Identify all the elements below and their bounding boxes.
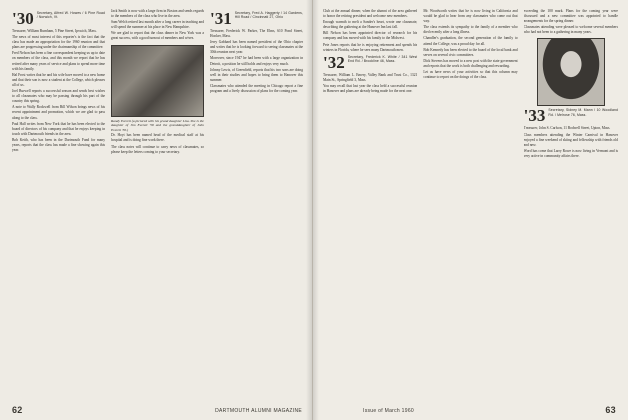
class-entry-33 xyxy=(523,106,618,126)
paragraph: Bob Keith, who has been in the Dartmouth Fund for many years, reports that the class has made a fine showing again this year. xyxy=(12,137,105,153)
page-number: 63 xyxy=(605,405,616,415)
paragraph: Treasurer, William L. Emery, Valley Bank and Trust Co., 1321 Main St., Springfield 3, Mass. xyxy=(323,72,418,82)
paragraph: Dick Stevens has moved to a new post with the state government and reports that the work is both challenging and rewarding. xyxy=(423,58,518,68)
paragraph: Treasurer, John S. Carlson, 11 Bodwell Street, Upton, Mass. xyxy=(523,126,611,131)
paragraph: The news of most interest of this reporter's is the fact that the class has made an appropriation for the 1960 reunion and that plans are progressing under the chairmanship of the committee. xyxy=(12,35,105,50)
portrait-photo xyxy=(537,38,605,106)
left-column-2 xyxy=(111,9,204,401)
footer-title: DARTMOUTH ALUMNI MAGAZINE xyxy=(215,408,302,414)
left-column-3 xyxy=(210,9,303,401)
paragraph: Bill Nelson has been appointed director of research for his company and has moved with his family to the Midwest. xyxy=(323,31,418,41)
paragraph: Moreover, since 1947 he had been with a large organization in Detroit, a position he still holds and enjoys very much. xyxy=(210,56,303,66)
paragraph: Jack Smith is now with a large firm in Boston and sends regards to the members of the class who live in the area. xyxy=(111,9,204,19)
paragraph: Chandler's graduation, the second generation of the family to attend the College, was a proud day for all. xyxy=(423,36,518,46)
paragraph: Treasurer, Frederick W. Parker, The Elms, 610 Pond Street, Hooker, Mass. xyxy=(210,29,303,39)
paragraph: Pete Jones reports that he is enjoying retirement and spends his winters in Florida, where he sees many Dartmouth men. xyxy=(323,42,418,52)
class-year: '32 xyxy=(323,52,345,72)
paragraph: Joel Burwell reports a successful season and sends best wishes to all classmates who may be passing through his part of the country this spring. xyxy=(12,89,105,104)
paragraph: Club at the annual dinner, when the alumni of the area gathered to honor the retiring president and welcome new members. xyxy=(323,9,418,19)
gutter-shadow xyxy=(306,0,312,420)
paragraph: The class extends its sympathy to the family of a member who died recently after a long illness. xyxy=(423,25,518,35)
paragraph: Mr. Woodworth writes that he is now living in California and would be glad to hear from any classmates who come out that way. xyxy=(423,9,518,24)
paragraph: A note to Wally Rockwell from Bill Wilson brings news of his recent appointment and promotion, which we are glad to pass along to the class. xyxy=(12,105,105,120)
paragraph: Class members attending the Winter Carnival in Hanover enjoyed a fine weekend of skiing and fellowship with friends old and new. xyxy=(523,132,618,147)
paragraph: Enough warmth to melt a Sander's heart, wrote one classmate, describing the gathering at the Hanover Inn last fall. xyxy=(323,20,418,30)
gutter-shadow xyxy=(313,0,319,420)
paragraph: Paul Hall writes from New York that he has been elected to the board of directors of his company and that he enjoys keeping in touch with Dartmouth friends in the area. xyxy=(12,121,105,136)
paragraph: Bob Kennedy has been elected to the board of the local bank and serves on several civic committees. xyxy=(423,47,518,57)
paragraph: Hal Frost writes that he and his wife have moved to a new home and that their son is now a student at the College, which pleases all of us. xyxy=(12,72,105,87)
paragraph: Word has come that Larry Rowe is now living in Vermont and is very active in community affairs there. xyxy=(523,148,618,158)
paragraph: Treasurer, William Burnham, 5 Pine Street, Ipswich, Mass. xyxy=(12,29,97,33)
class-secretary: Secretary, Sidney M. Mann / 10 Woodland Rd. / Melrose 76, Mass. xyxy=(548,108,618,117)
paragraph: Let us have news of your activities so that this column may continue to report on the doings of the class. xyxy=(423,70,518,80)
right-column-2 xyxy=(423,9,517,401)
right-page xyxy=(313,0,628,420)
paragraph: Dr. Hoyt has been named head of the medical staff at his hospital and is doing fine work there. xyxy=(111,133,204,143)
family-photo xyxy=(111,45,204,117)
photo-caption: Randy Everett (a pictured with his grand daughter Lisa. She is the daughter of Jim Everett '58 and the granddaughter of John Everett '30.) xyxy=(111,118,204,132)
page-number: 62 xyxy=(12,405,23,415)
paragraph: Classmates who attended the meeting in Chicago report a fine program and a lively discussion of plans for the coming year. xyxy=(210,83,303,94)
footer-title: Issue of March 1960 xyxy=(363,408,415,414)
paragraph: Johnny Lewis, of Greenfield, reports that his two sons are doing well in their studies and hopes to bring them to Hanover this summer. xyxy=(210,67,303,82)
paragraph: exceeding the 100 mark. Plans for the coming year were discussed and a new committee was appointed to handle arrangements for the spring dinner. xyxy=(523,9,618,24)
class-entry-30 xyxy=(12,11,105,26)
class-year: '31 xyxy=(210,9,232,28)
right-column-1 xyxy=(323,9,417,401)
class-secretary: Secretary, Alfred W. Howes / 6 Pine Road / Norwich, Vt. xyxy=(36,11,105,20)
paragraph: Sam Welch retired last month after a long career in teaching and will spend the summer at his place in New Hampshire. xyxy=(111,20,204,30)
paragraph: Classmates attending were pleased to welcome several members who had not been to a gathering in many years. xyxy=(523,25,618,35)
paragraph: We are glad to report that the class dinner in New York was a great success, with a good turnout of members and wives. xyxy=(111,31,204,41)
paragraph: The class notes will continue to carry news of classmates, so please keep the letters coming to your secretary. xyxy=(111,144,204,154)
class-secretary: Secretary, Frederick K. White / 341 West End Rd. / Brookline 46, Mass. xyxy=(347,54,418,64)
class-entry-31 xyxy=(210,11,303,26)
right-column-3 xyxy=(524,9,618,401)
class-year: '30 xyxy=(12,9,34,28)
class-year: '33 xyxy=(523,106,546,126)
left-page xyxy=(0,0,313,420)
class-secretary: Secretary, Fred A. Haggerty / 14 Gardens, Hill Road / Cincinnati 27, Ohio xyxy=(234,11,303,20)
paragraph: Fred Nelson has been a fine correspondent keeping us up to date on members of the class, and this month we report that he has retired after many years of service and plans to spend more time with his family. xyxy=(12,51,105,71)
left-column-1 xyxy=(12,9,105,401)
paragraph: Jerry Gabbard has been named president of the Ohio chapter and writes that he is looking forward to seeing classmates at the 30th reunion next year. xyxy=(210,40,303,55)
class-entry-32 xyxy=(323,52,418,72)
paragraph: You may recall that last year the class held a successful reunion in Hanover and plans are already being made for the next one. xyxy=(323,83,418,94)
